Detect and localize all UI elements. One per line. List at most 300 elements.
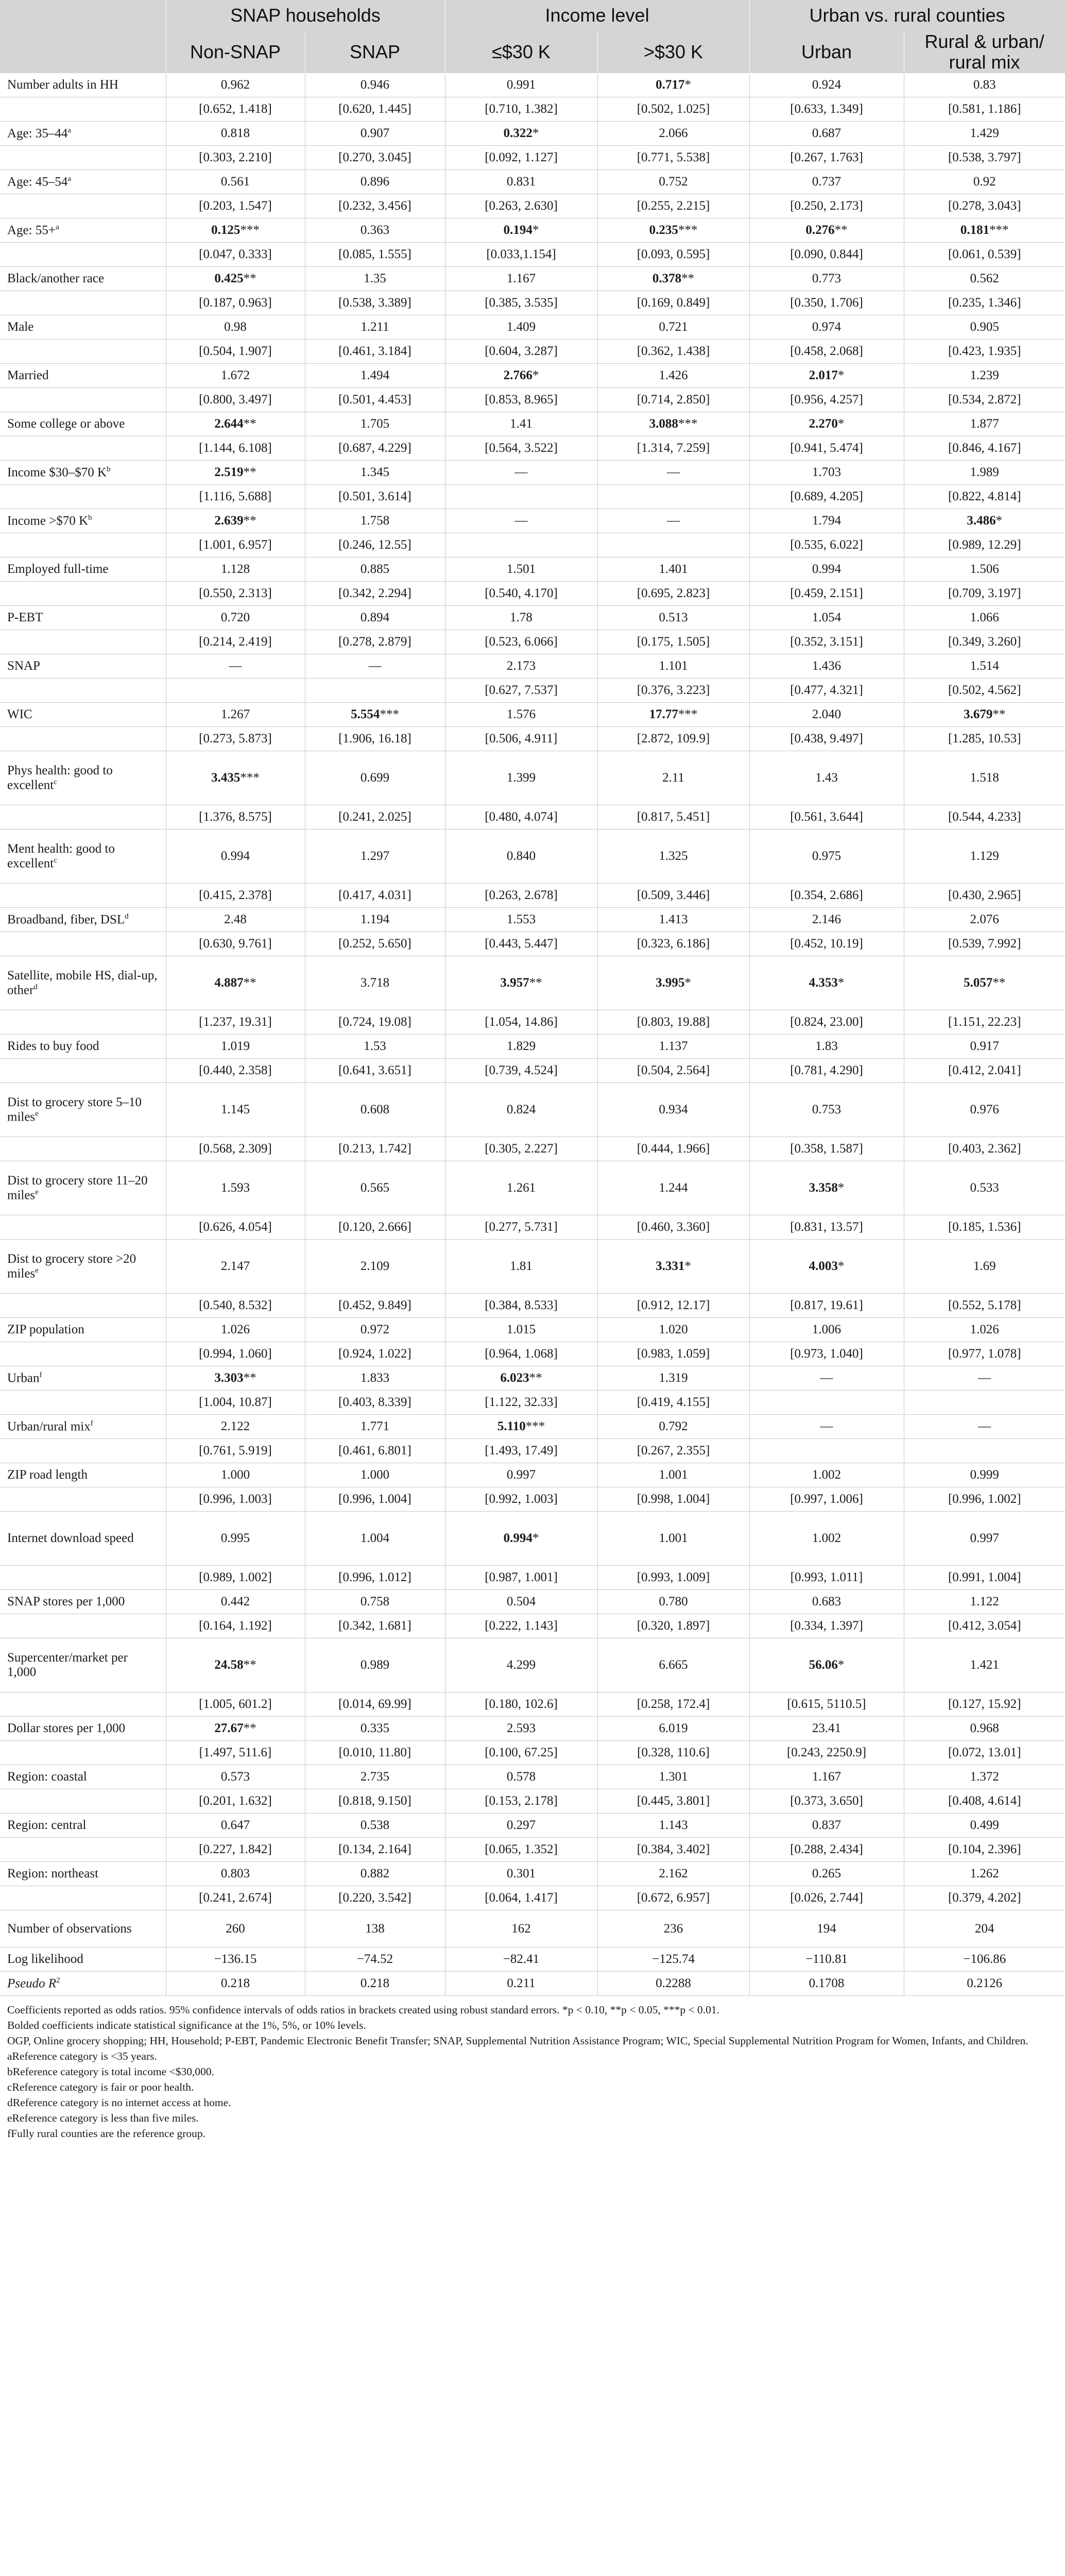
ci-row-label [0, 1215, 166, 1240]
coefficient-value: 2.017 [809, 368, 838, 382]
coefficient-value: 1.413 [659, 912, 688, 926]
coefficient-value: 0.687 [812, 126, 841, 140]
row-label [0, 1161, 166, 1215]
significance-stars: * [532, 126, 539, 140]
coefficient-value: 1.054 [812, 611, 841, 624]
coefficient-value: 0.276 [805, 223, 835, 237]
coefficient-value: 0.976 [970, 1103, 999, 1116]
ci-row-label [0, 97, 166, 122]
coefficient-cell-rural-mix [904, 1765, 1065, 1789]
coefficient-value: 0.442 [220, 1595, 250, 1608]
coefficient-value: 2.040 [812, 707, 841, 721]
coefficient-cell-income-low [445, 908, 597, 932]
coefficient-value: 1.69 [973, 1259, 996, 1273]
ci-row-label [0, 1614, 166, 1638]
confidence-interval-cell-rural-mix: [0.534, 2.872] [904, 388, 1065, 412]
confidence-interval-cell-rural-mix: [0.502, 4.562] [904, 679, 1065, 703]
coefficient-cell-rural-mix [904, 170, 1065, 194]
significance-stars: *** [380, 707, 399, 721]
coefficient-cell-rural-mix [904, 557, 1065, 582]
confidence-interval-cell-snap: [0.342, 1.681] [305, 1614, 445, 1638]
ci-row [0, 146, 1065, 170]
significant-coefficient [497, 1419, 545, 1433]
confidence-interval-cell-urban: [0.243, 2250.9] [749, 1741, 904, 1765]
stat-value-snap: −74.52 [305, 1947, 445, 1972]
coefficient-value: 1.53 [364, 1039, 386, 1053]
coefficient-value: 0.83 [973, 78, 996, 92]
coefficient-value: 1.78 [510, 611, 532, 624]
confidence-interval-cell-snap: [0.213, 1.742] [305, 1137, 445, 1161]
coefficient-value: 1.83 [815, 1039, 838, 1053]
significant-coefficient [504, 126, 539, 140]
significance-stars: ** [243, 1371, 256, 1385]
coefficient-cell-income-high [597, 315, 749, 340]
coefficient-value: 1.026 [220, 1323, 250, 1336]
coefficient-cell-rural-mix [904, 73, 1065, 97]
confidence-interval-cell-income-high: [0.323, 6.186] [597, 932, 749, 956]
confidence-interval-cell-non-snap: [1.376, 8.575] [166, 805, 305, 829]
coefficient-value: 1.771 [360, 1419, 390, 1433]
coefficient-cell-non-snap [166, 829, 305, 884]
coefficient-value: 0.946 [360, 78, 390, 92]
coefficient-cell-rural-mix [904, 654, 1065, 679]
coefficient-value: 1.829 [506, 1039, 536, 1053]
coefficient-cell-rural-mix [904, 1035, 1065, 1059]
stat-label-text: Pseudo R [7, 1976, 57, 1991]
confidence-interval-cell-income-high: [0.912, 12.17] [597, 1294, 749, 1318]
table-row [0, 1463, 1065, 1487]
coefficient-value: 1.672 [220, 368, 250, 382]
stat-value-income-low: 0.211 [445, 1972, 597, 1996]
confidence-interval-cell-rural-mix: [0.412, 3.054] [904, 1614, 1065, 1638]
confidence-interval-cell-urban: [0.090, 0.844] [749, 243, 904, 267]
ci-row-label [0, 1010, 166, 1035]
coefficient-value: 0.753 [812, 1103, 841, 1116]
row-label-text: SNAP [7, 659, 40, 673]
confidence-interval-cell-snap: [0.403, 8.339] [305, 1391, 445, 1415]
confidence-interval-cell-income-low: [0.180, 102.6] [445, 1692, 597, 1717]
coefficient-cell-income-high [597, 1463, 749, 1487]
significant-coefficient [964, 707, 1005, 721]
coefficient-cell-income-high [597, 956, 749, 1010]
coefficient-cell-snap [305, 218, 445, 243]
column-header-rural-mix: Rural & urban/ rural mix [904, 31, 1065, 73]
confidence-interval-cell-income-low: [0.065, 1.352] [445, 1838, 597, 1862]
header-corner-sub [0, 31, 166, 73]
coefficient-value: 5.110 [497, 1419, 526, 1433]
confidence-interval-cell-income-low: [1.122, 32.33] [445, 1391, 597, 1415]
significance-stars: * [837, 1658, 845, 1672]
coefficient-cell-urban [749, 956, 904, 1010]
coefficient-cell-rural-mix [904, 1717, 1065, 1741]
ci-row [0, 291, 1065, 315]
coefficient-cell-snap [305, 170, 445, 194]
ci-row [0, 884, 1065, 908]
confidence-interval-cell-income-high: [0.384, 3.402] [597, 1838, 749, 1862]
row-label [0, 509, 166, 533]
confidence-interval-cell-snap: [0.220, 3.542] [305, 1886, 445, 1910]
table-row [0, 412, 1065, 436]
table-note: Coefficients reported as odds ratios. 95% confidence intervals of odds ratios in brackets created using robust standard errors. *p < 0.10, **p < 0.05, ***p < 0.01. [7, 2004, 719, 2016]
confidence-interval-cell-non-snap: [0.550, 2.313] [166, 582, 305, 606]
coefficient-value: 1.167 [506, 272, 536, 285]
significance-stars: * [684, 78, 691, 92]
footnote-marker: d [33, 982, 38, 991]
stat-value-income-high: 0.2288 [597, 1972, 749, 1996]
row-label-text: Ment health: good to excellent [7, 841, 115, 871]
significant-coefficient [214, 1721, 256, 1735]
stat-label-text: Number of observations [7, 1921, 132, 1936]
coefficient-value: — [667, 514, 680, 528]
column-header-urban: Urban [749, 31, 904, 73]
coefficient-cell-non-snap [166, 1240, 305, 1294]
ci-row-label [0, 679, 166, 703]
coefficient-cell-urban [749, 315, 904, 340]
coefficient-cell-snap [305, 1366, 445, 1391]
confidence-interval-cell-non-snap: [0.241, 2.674] [166, 1886, 305, 1910]
ci-row [0, 1391, 1065, 1415]
row-label [0, 1366, 166, 1391]
ci-row-label [0, 1789, 166, 1814]
table-note: bReference category is total income <$30,000. [7, 2065, 214, 2078]
coefficient-cell-income-high [597, 1512, 749, 1566]
confidence-interval-cell-snap: [0.252, 5.650] [305, 932, 445, 956]
significance-stars: *** [678, 707, 698, 721]
coefficient-cell-snap [305, 1638, 445, 1692]
confidence-interval-cell-income-low: [0.710, 1.382] [445, 97, 597, 122]
row-label-text: Urban [7, 1371, 40, 1385]
column-header-income-high: >$30 K [597, 31, 749, 73]
coefficient-cell-income-low [445, 1240, 597, 1294]
significant-coefficient [964, 976, 1005, 990]
coefficient-cell-urban [749, 654, 904, 679]
table-row [0, 956, 1065, 1010]
coefficient-cell-rural-mix [904, 1240, 1065, 1294]
coefficient-value: 1.576 [506, 707, 536, 721]
significant-coefficient [809, 1259, 845, 1273]
coefficient-cell-income-low [445, 956, 597, 1010]
row-label-text: Supercenter/market per 1,000 [7, 1651, 128, 1679]
coefficient-cell-snap [305, 1717, 445, 1741]
coefficient-cell-income-low [445, 1765, 597, 1789]
coefficient-value: 0.962 [220, 78, 250, 92]
significant-coefficient [500, 976, 542, 990]
coefficient-value: 2.162 [659, 1867, 688, 1880]
coefficient-value: — [229, 659, 242, 673]
coefficient-cell-snap [305, 1318, 445, 1342]
coefficient-cell-income-low [445, 461, 597, 485]
coefficient-cell-non-snap [166, 1366, 305, 1391]
confidence-interval-cell-income-high [597, 485, 749, 509]
coefficient-value: 1.129 [970, 849, 999, 863]
coefficient-value: 0.773 [812, 272, 841, 285]
significance-stars: *** [678, 223, 698, 237]
coefficient-value: 3.679 [964, 707, 993, 721]
coefficient-value: 1.401 [659, 562, 688, 576]
stat-value-rural-mix: −106.86 [904, 1947, 1065, 1972]
confidence-interval-cell-non-snap: [0.630, 9.761] [166, 932, 305, 956]
coefficient-cell-income-high [597, 461, 749, 485]
table-note: eReference category is less than five miles. [7, 2112, 199, 2124]
significant-coefficient [809, 368, 845, 382]
table-row [0, 751, 1065, 805]
confidence-interval-cell-income-low: [1.054, 14.86] [445, 1010, 597, 1035]
table-row [0, 1083, 1065, 1137]
coefficient-cell-rural-mix [904, 1512, 1065, 1566]
significance-stars: ** [243, 1721, 256, 1735]
ci-row-label [0, 291, 166, 315]
coefficient-cell-income-low [445, 1463, 597, 1487]
confidence-interval-cell-non-snap: [0.440, 2.358] [166, 1059, 305, 1083]
footnote-marker: f [90, 1419, 93, 1428]
row-label-text: ZIP road length [7, 1468, 88, 1482]
coefficient-value: 1.262 [970, 1867, 999, 1880]
confidence-interval-cell-rural-mix [904, 1391, 1065, 1415]
confidence-interval-cell-urban: [0.997, 1.006] [749, 1487, 904, 1512]
confidence-interval-cell-income-low: [0.305, 2.227] [445, 1137, 597, 1161]
coefficient-cell-income-high [597, 364, 749, 388]
confidence-interval-cell-urban [749, 1439, 904, 1463]
coefficient-cell-snap [305, 956, 445, 1010]
coefficient-value: 1.553 [506, 912, 536, 926]
coefficient-cell-income-low [445, 829, 597, 884]
coefficient-value: 0.699 [360, 771, 390, 785]
coefficient-value: 0.882 [360, 1867, 390, 1880]
significance-stars: ** [243, 272, 256, 285]
coefficient-cell-urban [749, 1161, 904, 1215]
coefficient-value: 0.194 [503, 223, 532, 237]
coefficient-value: 2.109 [360, 1259, 390, 1273]
confidence-interval-cell-income-high: [0.460, 3.360] [597, 1215, 749, 1240]
significant-coefficient [214, 514, 256, 528]
coefficient-cell-income-high [597, 267, 749, 291]
confidence-interval-cell-income-high: [0.376, 3.223] [597, 679, 749, 703]
coefficient-value: 0.917 [970, 1039, 999, 1053]
row-label [0, 412, 166, 436]
coefficient-value: 2.147 [220, 1259, 250, 1273]
coefficient-value: 0.378 [652, 272, 682, 285]
coefficient-value: 1.877 [970, 417, 999, 431]
significant-coefficient [214, 1371, 256, 1385]
confidence-interval-cell-income-high: [0.803, 19.88] [597, 1010, 749, 1035]
confidence-interval-cell-non-snap [166, 679, 305, 703]
row-label [0, 1083, 166, 1137]
ci-row-label [0, 1692, 166, 1717]
coefficient-cell-income-low [445, 267, 597, 291]
coefficient-value: 0.989 [360, 1658, 390, 1672]
coefficient-value: 0.974 [812, 320, 841, 334]
confidence-interval-cell-snap: [0.010, 11.80] [305, 1741, 445, 1765]
coefficient-cell-urban [749, 1638, 904, 1692]
coefficient-value: 0.499 [970, 1818, 999, 1832]
confidence-interval-cell-rural-mix: [0.403, 2.362] [904, 1137, 1065, 1161]
coefficient-cell-urban [749, 557, 904, 582]
confidence-interval-cell-snap: [0.241, 2.025] [305, 805, 445, 829]
coefficient-value: 1.001 [659, 1468, 688, 1482]
coefficient-cell-urban [749, 461, 904, 485]
coefficient-value: 3.957 [500, 976, 529, 990]
coefficient-cell-snap [305, 1035, 445, 1059]
ci-row-label [0, 340, 166, 364]
coefficient-cell-income-low [445, 1035, 597, 1059]
coefficient-cell-income-high [597, 73, 749, 97]
significance-stars: ** [243, 976, 256, 990]
coefficient-cell-income-high [597, 509, 749, 533]
confidence-interval-cell-rural-mix: [0.544, 4.233] [904, 805, 1065, 829]
row-label [0, 1590, 166, 1614]
confidence-interval-cell-rural-mix: [0.185, 1.536] [904, 1215, 1065, 1240]
ci-row-label [0, 1886, 166, 1910]
coefficient-cell-non-snap [166, 557, 305, 582]
coefficient-cell-non-snap [166, 1161, 305, 1215]
coefficient-cell-snap [305, 461, 445, 485]
ci-row-label [0, 388, 166, 412]
significance-stars: * [532, 1531, 539, 1545]
confidence-interval-cell-urban: [0.350, 1.706] [749, 291, 904, 315]
significance-stars: ** [243, 514, 256, 528]
coefficient-value: 0.92 [973, 175, 996, 189]
confidence-interval-cell-income-low [445, 485, 597, 509]
row-label-text: Region: northeast [7, 1867, 99, 1880]
ci-row [0, 243, 1065, 267]
ci-row [0, 388, 1065, 412]
coefficient-cell-rural-mix [904, 1318, 1065, 1342]
confidence-interval-cell-income-high: [0.419, 4.155] [597, 1391, 749, 1415]
significant-coefficient [214, 272, 256, 285]
ci-row-label [0, 1137, 166, 1161]
coefficient-value: 0.995 [220, 1531, 250, 1545]
confidence-interval-cell-rural-mix: [0.989, 12.29] [904, 533, 1065, 557]
coefficient-value: 1.43 [815, 771, 838, 785]
coefficient-cell-urban [749, 606, 904, 630]
significant-coefficient [656, 1259, 691, 1273]
coefficient-cell-income-low [445, 509, 597, 533]
table-row [0, 267, 1065, 291]
group-header-urban-rural: Urban vs. rural counties [749, 0, 1065, 31]
header-corner [0, 0, 166, 31]
coefficient-value: 1.015 [506, 1323, 536, 1336]
coefficient-value: 1.833 [360, 1371, 390, 1385]
confidence-interval-cell-rural-mix [904, 1439, 1065, 1463]
row-label-text: Dollar stores per 1,000 [7, 1721, 126, 1735]
coefficient-value: 1.705 [360, 417, 390, 431]
table-row [0, 1318, 1065, 1342]
table-row [0, 829, 1065, 884]
coefficient-cell-income-low [445, 1415, 597, 1439]
coefficient-value: 0.994 [220, 849, 250, 863]
coefficient-value: 1.194 [360, 912, 390, 926]
coefficient-value: 1.81 [510, 1259, 532, 1273]
row-label-text: Age: 35–44 [7, 126, 68, 141]
confidence-interval-cell-income-high: [0.362, 1.438] [597, 340, 749, 364]
ci-row [0, 805, 1065, 829]
coefficient-value: 0.363 [360, 223, 390, 237]
confidence-interval-cell-income-high: [1.314, 7.259] [597, 436, 749, 461]
confidence-interval-cell-non-snap: [0.201, 1.632] [166, 1789, 305, 1814]
coefficient-value: 1.506 [970, 562, 999, 576]
coefficient-value: 1.426 [659, 368, 688, 382]
significance-stars: * [837, 1259, 845, 1273]
coefficient-cell-snap [305, 1240, 445, 1294]
coefficient-cell-urban [749, 267, 904, 291]
confidence-interval-cell-urban: [0.459, 2.151] [749, 582, 904, 606]
row-label-text: Age: 45–54 [7, 175, 68, 189]
confidence-interval-cell-urban [749, 1391, 904, 1415]
coefficient-cell-income-low [445, 703, 597, 727]
confidence-interval-cell-income-high: [0.509, 3.446] [597, 884, 749, 908]
footnote-marker: b [88, 513, 92, 522]
coefficient-cell-income-high [597, 908, 749, 932]
coefficient-value: 1.319 [659, 1371, 688, 1385]
confidence-interval-cell-non-snap: [0.187, 0.963] [166, 291, 305, 315]
significant-coefficient [504, 368, 539, 382]
coefficient-value: 0.425 [214, 272, 244, 285]
coefficient-cell-non-snap [166, 908, 305, 932]
significant-coefficient [649, 417, 698, 431]
coefficient-cell-income-high [597, 1862, 749, 1886]
coefficient-value: 23.41 [812, 1721, 841, 1735]
coefficient-cell-income-low [445, 1590, 597, 1614]
coefficient-cell-non-snap [166, 1590, 305, 1614]
coefficient-value: 1.372 [970, 1770, 999, 1784]
coefficient-cell-income-high [597, 1240, 749, 1294]
confidence-interval-cell-income-low: [0.480, 4.074] [445, 805, 597, 829]
coefficient-value: 2.639 [214, 514, 244, 528]
coefficient-cell-rural-mix [904, 122, 1065, 146]
significance-stars: * [837, 368, 845, 382]
coefficient-value: 1.421 [970, 1658, 999, 1672]
confidence-interval-cell-income-low: [0.987, 1.001] [445, 1566, 597, 1590]
coefficient-value: 1.137 [659, 1039, 688, 1053]
table-row [0, 1366, 1065, 1391]
ci-row-label [0, 194, 166, 218]
coefficient-cell-snap [305, 73, 445, 97]
significant-coefficient [214, 465, 256, 479]
confidence-interval-cell-urban: [0.458, 2.068] [749, 340, 904, 364]
row-label [0, 1638, 166, 1692]
table-row [0, 654, 1065, 679]
row-label-text: ZIP population [7, 1323, 84, 1336]
significance-stars: *** [678, 417, 698, 431]
row-label [0, 1862, 166, 1886]
confidence-interval-cell-snap: [0.246, 12.55] [305, 533, 445, 557]
confidence-interval-cell-non-snap: [0.047, 0.333] [166, 243, 305, 267]
coefficient-value: 0.994 [812, 562, 841, 576]
coefficient-value: 0.896 [360, 175, 390, 189]
ci-row [0, 533, 1065, 557]
row-label-text: Dist to grocery store >20 miles [7, 1251, 136, 1281]
column-header-non-snap: Non-SNAP [166, 31, 305, 73]
significant-coefficient [960, 223, 1009, 237]
coefficient-cell-snap [305, 1463, 445, 1487]
table-notes [0, 1996, 1065, 2141]
coefficient-value: 0.561 [220, 175, 250, 189]
coefficient-cell-income-high [597, 1415, 749, 1439]
row-label-text: Black/another race [7, 272, 105, 285]
ci-row [0, 1059, 1065, 1083]
confidence-interval-cell-urban: [0.373, 3.650] [749, 1789, 904, 1814]
coefficient-cell-non-snap [166, 1765, 305, 1789]
confidence-interval-cell-rural-mix: [0.104, 2.396] [904, 1838, 1065, 1862]
coefficient-value: 0.837 [812, 1818, 841, 1832]
coefficient-cell-snap [305, 557, 445, 582]
coefficient-cell-rural-mix [904, 412, 1065, 436]
coefficient-cell-non-snap [166, 1415, 305, 1439]
coefficient-cell-snap [305, 1814, 445, 1838]
coefficient-value: 0.98 [224, 320, 247, 334]
coefficient-cell-urban [749, 218, 904, 243]
coefficient-value: 1.122 [970, 1595, 999, 1608]
